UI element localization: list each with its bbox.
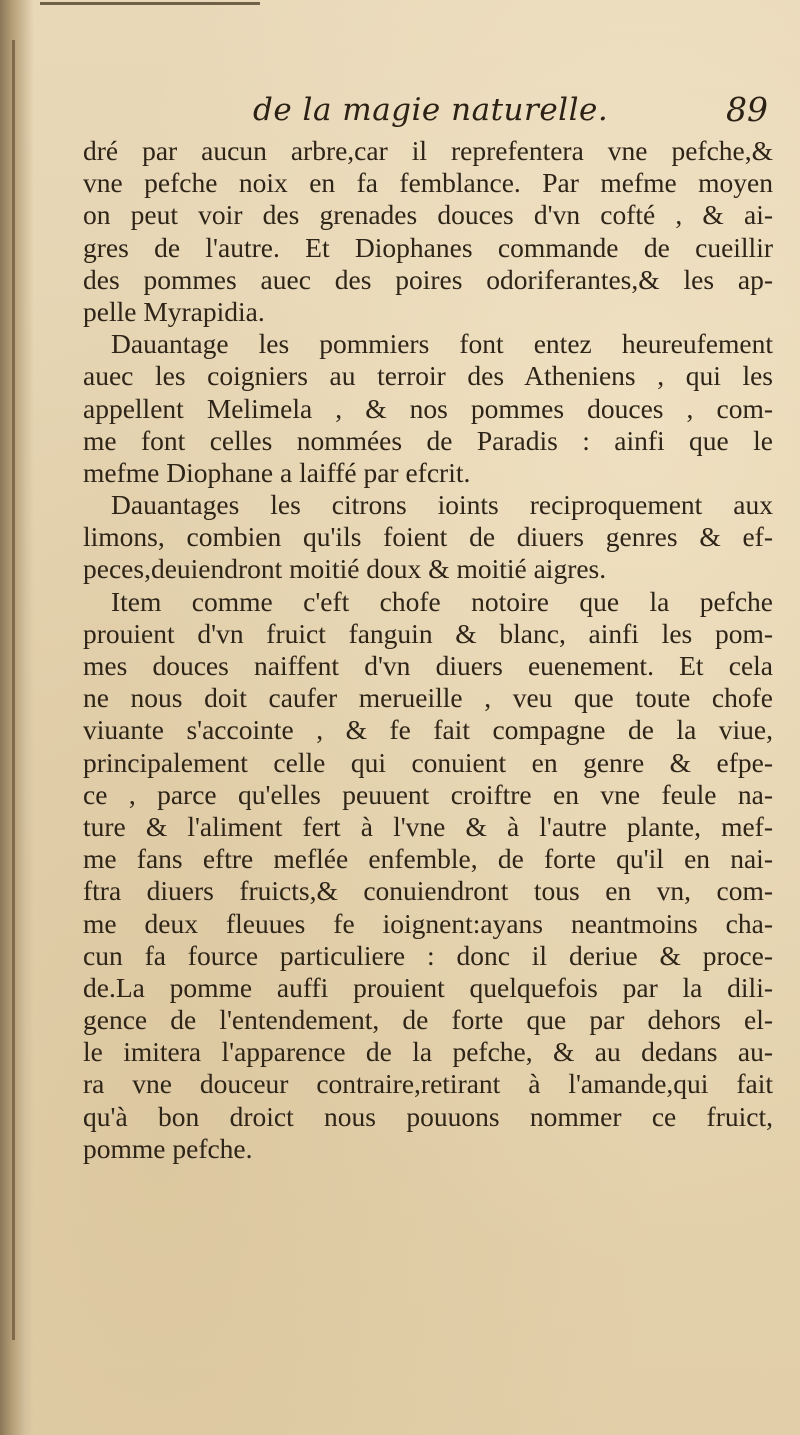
text-line: mes douces naiffent d'vn diuers euenement. Et cela [83, 650, 773, 681]
page-header [0, 90, 800, 140]
text-line: me font celles nommées de Paradis : ainfi que le [83, 424, 773, 456]
text-line: appellent Melimela , & nos pommes douces , com- [83, 392, 773, 424]
gutter-shadow-line [12, 40, 15, 1340]
text-line: ftra diuers fruicts,& conuiendront tous en vn, com- [83, 875, 773, 907]
text-line: mefme Diophane a laiffé par efcrit. [83, 456, 471, 488]
text-line: Dauantage les pommiers font entez heureufement [111, 328, 773, 360]
text-line: de.La pomme auffi prouient quelquefois par la dili- [83, 971, 773, 1003]
text-line: gres de l'autre. Et Diophanes commande de cueillir [83, 231, 773, 263]
text-line: Item comme c'eft chofe notoire que la pefche [111, 585, 773, 617]
text-line: dré par aucun arbre,car il reprefentera vne pefche,& [83, 135, 773, 166]
text-line: pomme pefche. [83, 1132, 253, 1164]
text-line: cun fa fource particuliere : donc il deriue & proce- [83, 939, 773, 971]
text-line: viuante s'accointe , & fe fait compagne de la viue, [83, 714, 773, 746]
text-line: Dauantages les citrons ioints reciproquement aux [111, 489, 773, 521]
text-line: des pommes auec des poires odoriferantes,& les ap- [83, 263, 773, 295]
text-line: on peut voir des grenades douces d'vn cofté , & ai- [83, 199, 773, 231]
text-line: qu'à bon droict nous pouuons nommer ce fruict, [83, 1100, 773, 1132]
binding-gutter [0, 0, 34, 1435]
text-line: pelle Myrapidia. [83, 295, 265, 327]
text-line: ce , parce qu'elles peuuent croiftre en vne feule na- [83, 778, 773, 810]
text-line: peces,deuiendront moitié doux & moitié aigres. [83, 553, 607, 585]
text-line: principalement celle qui conuient en genre & efpe- [83, 746, 773, 778]
text-line: prouient d'vn fruict fanguin & blanc, ainfi les pom- [83, 617, 773, 649]
top-edge-rule [40, 2, 260, 5]
text-line: ture & l'aliment fert à l'vne & à l'autre plante, mef- [83, 810, 773, 842]
text-line: vne pefche noix en fa femblance. Par mefme moyen [83, 167, 773, 199]
text-line: ra vne douceur contraire,retirant à l'amande,qui fait [83, 1068, 773, 1100]
text-line: le imitera l'apparence de la pefche, & au dedans au- [83, 1036, 773, 1068]
text-line: limons, combien qu'ils foient de diuers genres & ef- [83, 521, 773, 553]
text-line: gence de l'entendement, de forte que par dehors el- [83, 1004, 773, 1036]
text-line: me deux fleuues fe ioignent:ayans neantmoins cha- [83, 907, 773, 939]
running-head: de la magie naturelle. [253, 92, 609, 128]
page-number: 89 [726, 90, 768, 129]
text-line: ne nous doit caufer merueille , veu que toute chofe [83, 682, 773, 714]
body-text [83, 135, 773, 1165]
text-line: auec les coigniers au terroir des Atheniens , qui les [83, 360, 773, 392]
text-line: me fans eftre meflée enfemble, de forte qu'il en nai- [83, 843, 773, 875]
